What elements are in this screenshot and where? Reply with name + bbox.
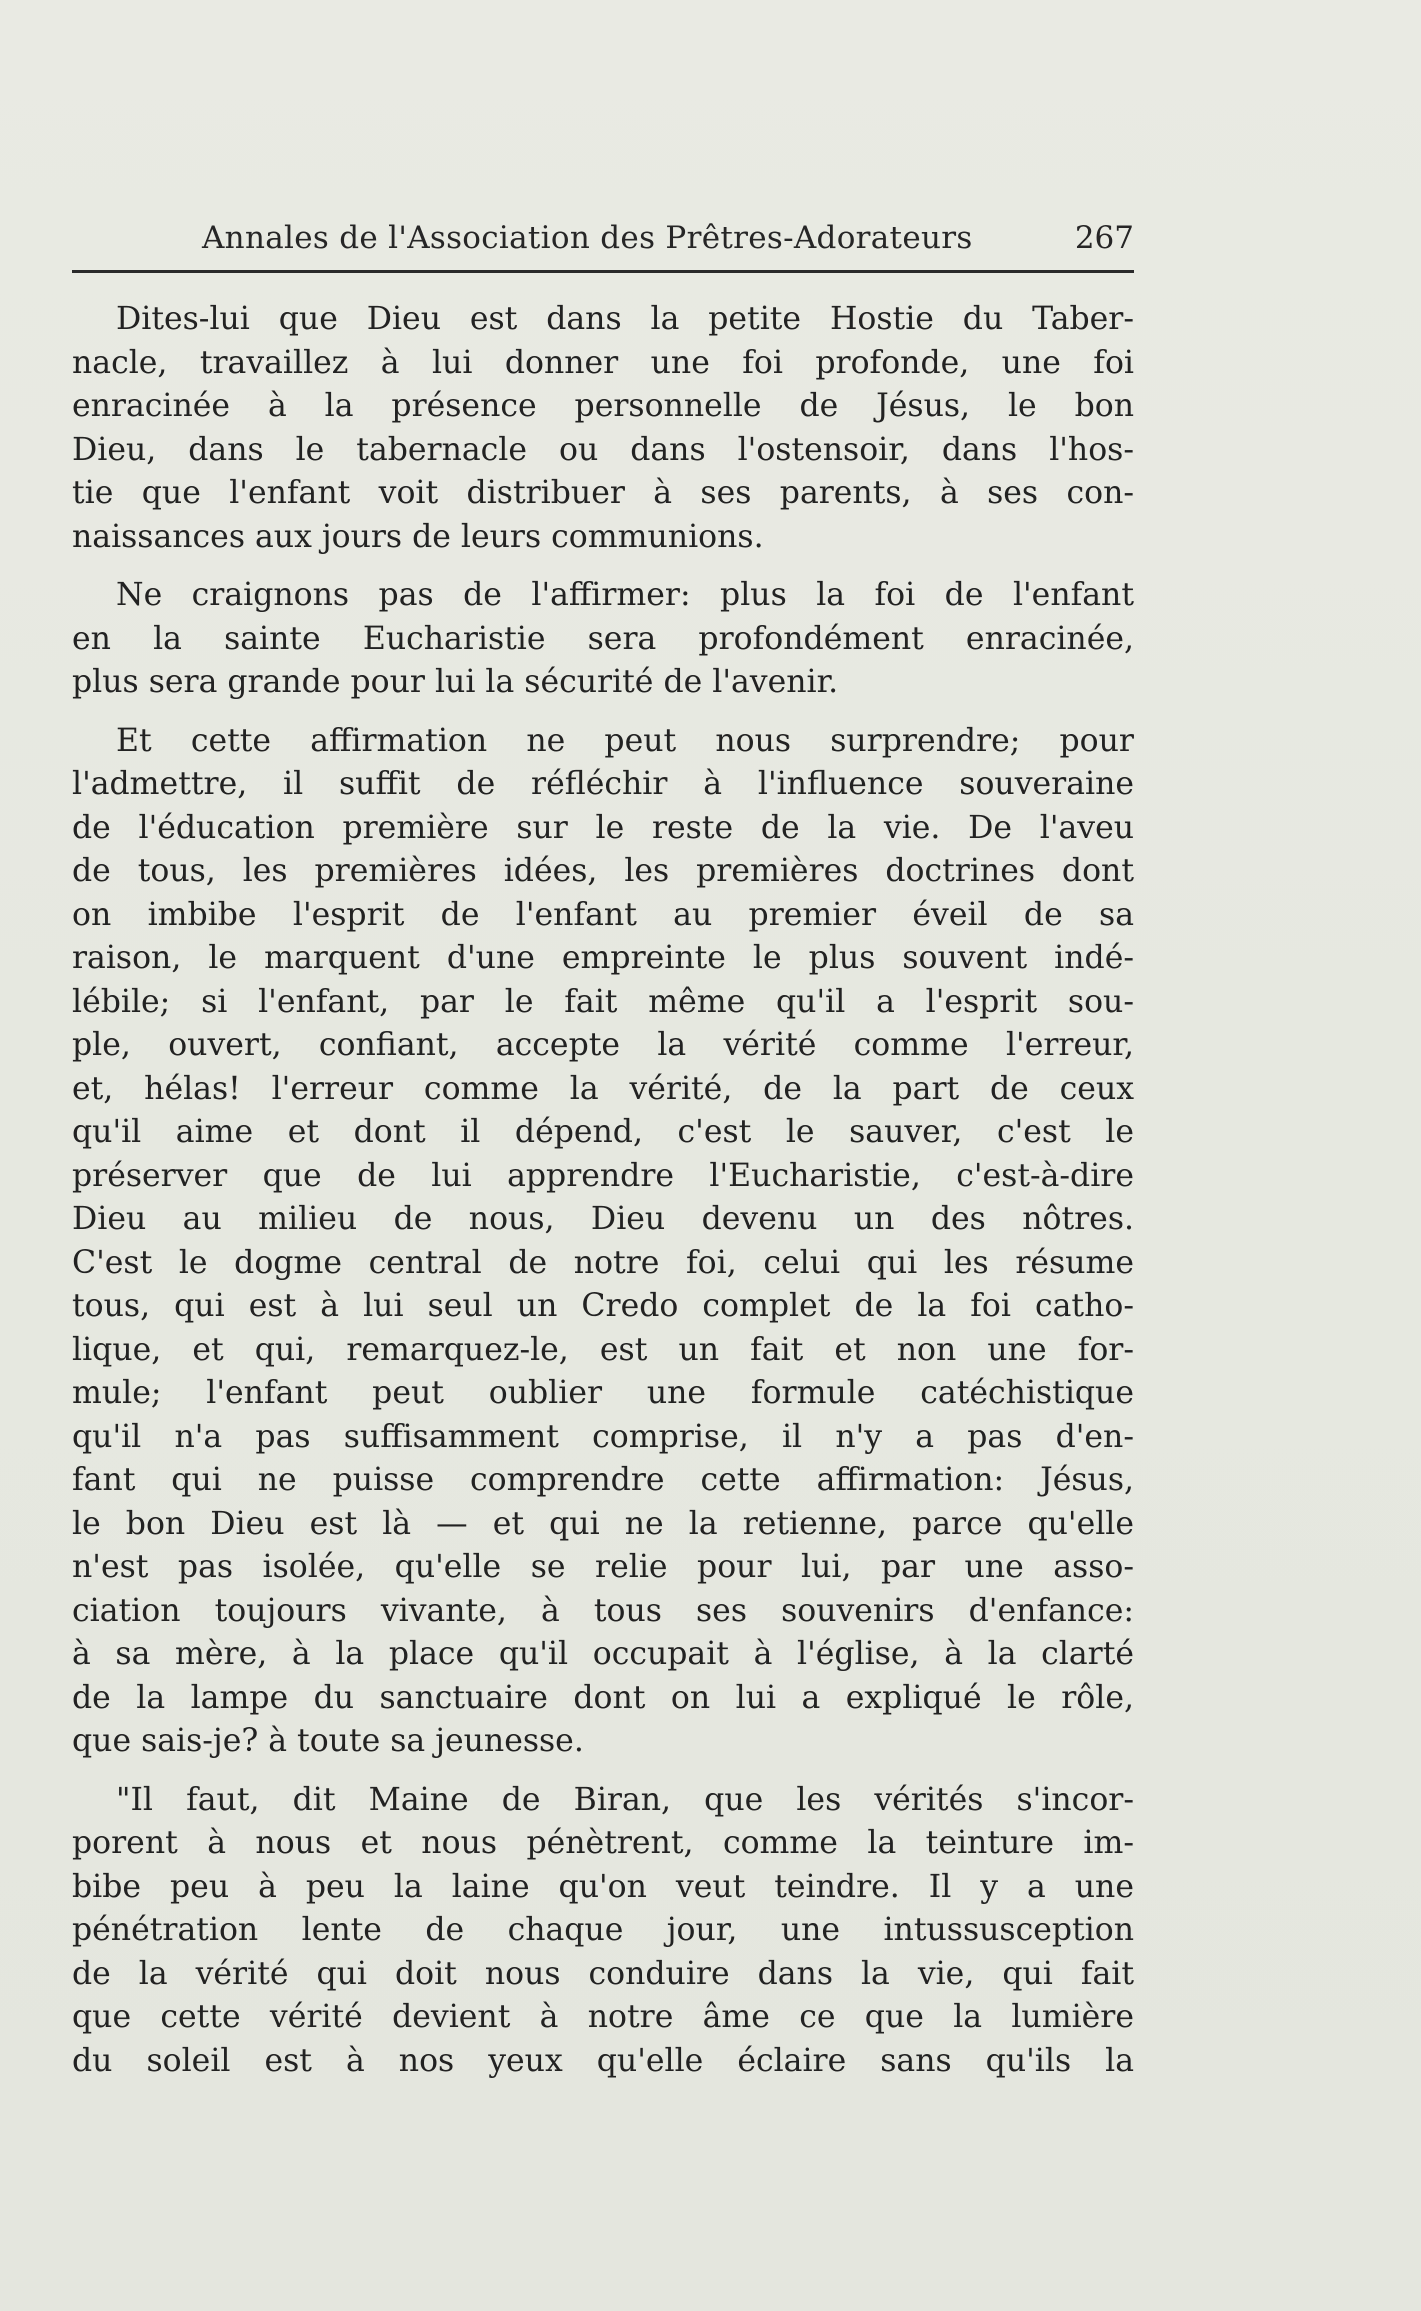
text-line: ple, ouvert, confiant, accepte la vérité comme l'erreur, [72,1027,1134,1063]
text-line: préserver que de lui apprendre l'Eucharistie, c'est-à-dire [72,1157,1134,1194]
text-line: pénétration lente de chaque jour, une intussusception [72,1912,1134,1948]
text-line: Dieu, dans le tabernacle ou dans l'ostensoir, dans l'hos- [72,431,1134,468]
text-line: à sa mère, à la place qu'il occupait à l'église, à la clarté [72,1636,1134,1672]
text-line: mule; l'enfant peut oublier une formule catéchistique [72,1375,1134,1411]
text-line: de la lampe du sanctuaire dont on lui a expliqué le rôle, [72,1679,1134,1716]
text-line: lique, et qui, remarquez-le, est un fait et non une for- [72,1331,1134,1368]
text-line: le bon Dieu est là — et qui ne la retienne, parce qu'elle [72,1505,1134,1542]
page-number: 267 [1074,220,1134,256]
text-line: plus sera grande pour lui la sécurité de l'avenir. [72,664,839,700]
text-line: C'est le dogme central de notre foi, celui qui les résume [72,1244,1134,1281]
paragraph [72,298,1134,559]
text-line: de tous, les premières idées, les premières doctrines dont [72,853,1134,889]
paragraph [72,1779,1134,2084]
text-line: bibe peu à peu la laine qu'on veut teindre. Il y a une [72,1868,1134,1905]
text-line: de l'éducation première sur le reste de la vie. De l'aveu [72,809,1134,846]
text-line: de la vérité qui doit nous conduire dans la vie, qui fait [72,1955,1134,1992]
text-line: nacle, travaillez à lui donner une foi profonde, une foi [72,344,1134,381]
text-line: enracinée à la présence personnelle de Jésus, le bon [72,388,1134,424]
text-line: ciation toujours vivante, à tous ses souvenirs d'enfance: [72,1592,1134,1629]
text-line: naissances aux jours de leurs communions. [72,518,764,555]
text-line: Dites-lui que Dieu est dans la petite Hostie du Taber- [116,301,1134,337]
text-line: du soleil est à nos yeux qu'elle éclaire sans qu'ils la [72,2042,1134,2079]
text-line: en la sainte Eucharistie sera profondément enracinée, [72,620,1134,657]
text-line: qu'il n'a pas suffisamment comprise, il n'y a pas d'en- [72,1418,1134,1455]
paragraph [72,574,1134,705]
text-line: raison, le marquent d'une empreinte le plus souvent indé- [72,940,1134,976]
text-line: que cette vérité devient à notre âme ce que la lumière [72,1999,1134,2035]
text-line: "Il faut, dit Maine de Biran, que les vérités s'incor- [116,1781,1134,1818]
text-line: l'admettre, il suffit de réfléchir à l'influence souveraine [72,766,1134,802]
text-line: n'est pas isolée, qu'elle se relie pour lui, par une asso- [72,1549,1134,1585]
text-line: et, hélas! l'erreur comme la vérité, de la part de ceux [72,1070,1134,1107]
text-line: fant qui ne puisse comprendre cette affirmation: Jésus, [72,1462,1134,1498]
text-line: Et cette affirmation ne peut nous surprendre; pour [116,722,1134,759]
page-header [72,212,1134,268]
body-text [72,298,1134,2083]
text-line: Ne craignons pas de l'affirmer: plus la foi de l'enfant [116,577,1134,613]
text-line: Dieu au milieu de nous, Dieu devenu un des nôtres. [72,1201,1134,1237]
paragraph [72,720,1134,1764]
header-rule [72,270,1134,273]
text-line: on imbibe l'esprit de l'enfant au premier éveil de sa [72,896,1134,933]
text-line: tous, qui est à lui seul un Credo complet de la foi catho- [72,1288,1134,1324]
text-line: lébile; si l'enfant, par le fait même qu'il a l'esprit sou- [72,983,1134,1020]
text-line: que sais-je? à toute sa jeunesse. [72,1723,584,1759]
text-line: qu'il aime et dont il dépend, c'est le sauver, c'est le [72,1114,1134,1150]
text-line: tie que l'enfant voit distribuer à ses parents, à ses con- [72,475,1134,511]
running-title: Annales de l'Association des Prêtres-Adorateurs [202,220,973,256]
text-line: porent à nous et nous pénètrent, comme la teinture im- [72,1825,1134,1861]
